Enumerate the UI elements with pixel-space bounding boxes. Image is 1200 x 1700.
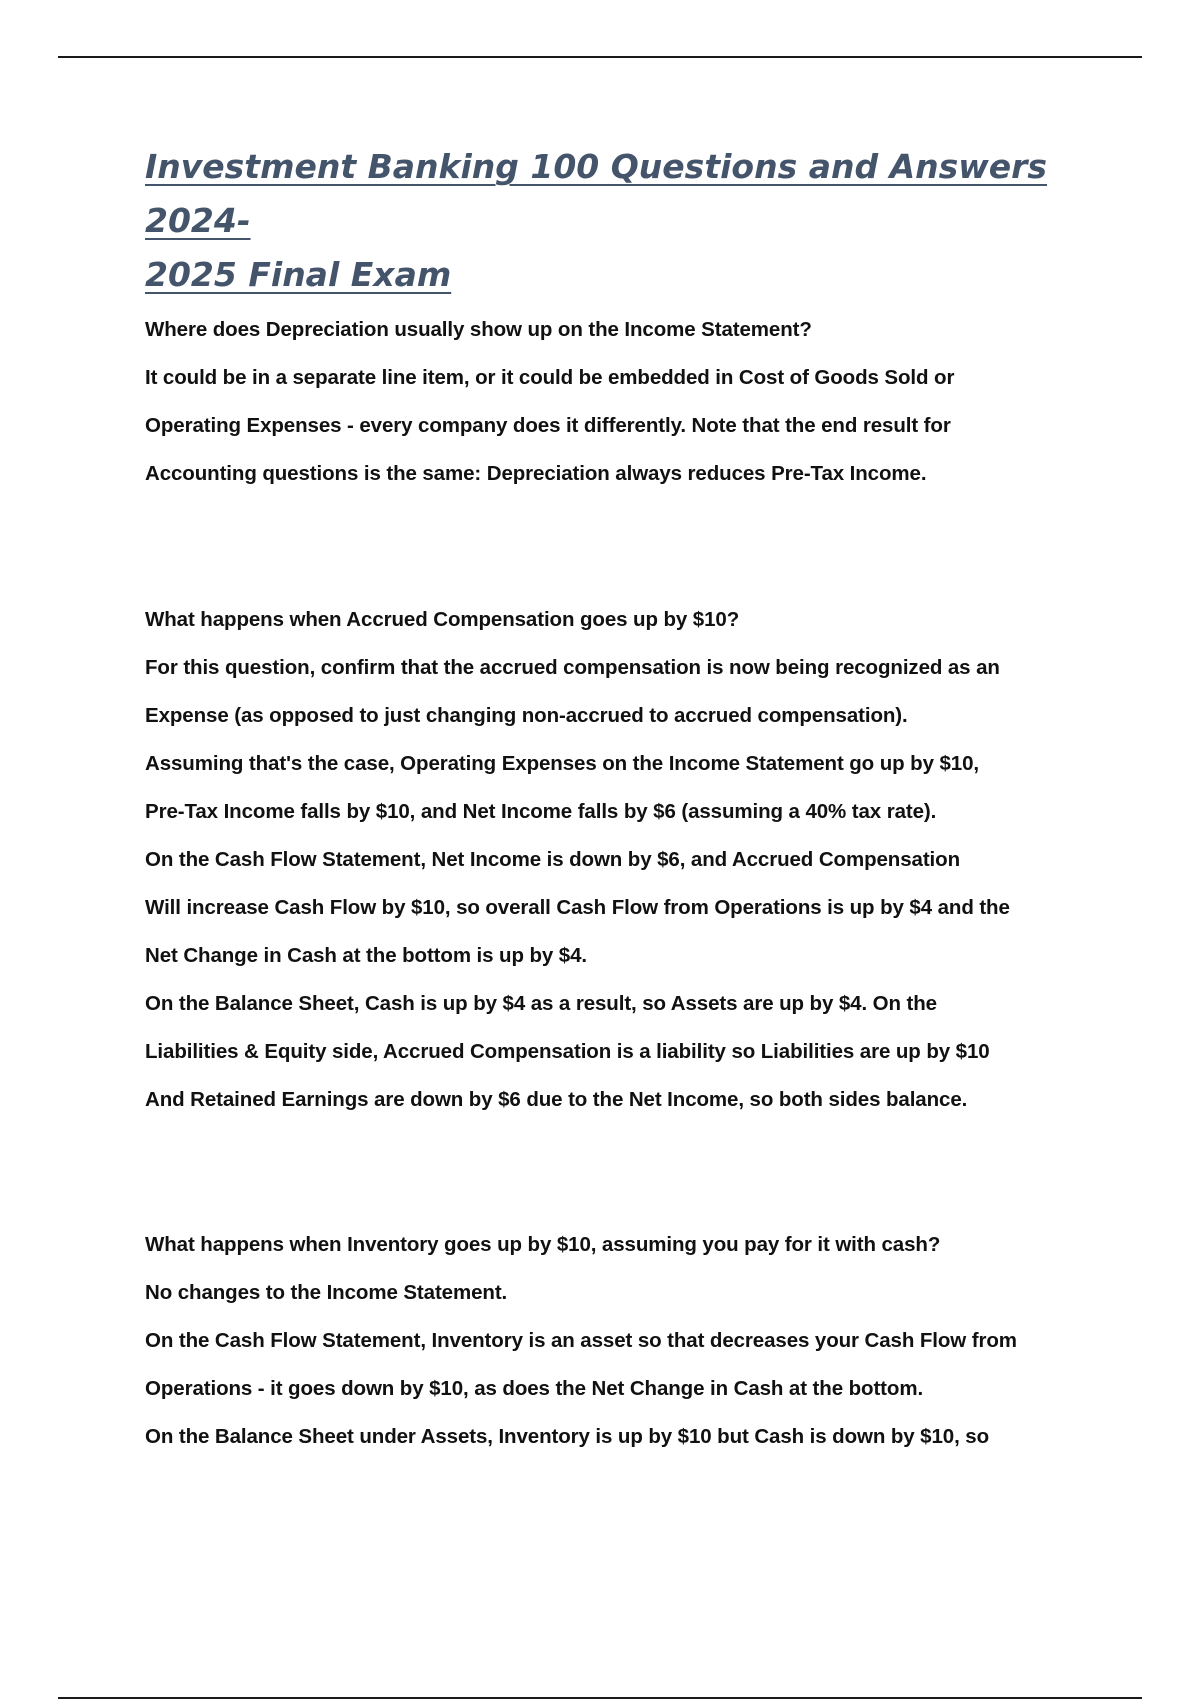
question-text: What happens when Inventory goes up by $10, assuming you pay for it with cash?: [145, 1233, 941, 1256]
qa-block-inventory: [145, 1221, 1075, 1461]
answer-line: Operations - it goes down by $10, as does the Net Change in Cash at the bottom.: [145, 1377, 924, 1400]
answer-line: Pre-Tax Income falls by $10, and Net Income falls by $6 (assuming a 40% tax rate).: [145, 800, 937, 823]
title-line-2: 2025 Final Exam: [145, 255, 452, 294]
title-line-1: Investment Banking 100 Questions and Answers 2024-: [145, 147, 1048, 240]
answer-line: And Retained Earnings are down by $6 due to the Net Income, so both sides balance.: [145, 1088, 968, 1111]
answer-line: Will increase Cash Flow by $10, so overall Cash Flow from Operations is up by $4 and the: [145, 896, 1010, 919]
qa-block-accrued-compensation: [145, 596, 1075, 1124]
answer-line: On the Balance Sheet under Assets, Inventory is up by $10 but Cash is down by $10, so: [145, 1425, 990, 1448]
answer-line: Net Change in Cash at the bottom is up by $4.: [145, 944, 587, 967]
answer-line: It could be in a separate line item, or it could be embedded in Cost of Goods Sold or: [145, 366, 955, 389]
header-rule: [58, 56, 1142, 58]
answer-line: Expense (as opposed to just changing non-accrued to accrued compensation).: [145, 704, 908, 727]
answer-line: On the Cash Flow Statement, Inventory is an asset so that decreases your Cash Flow from: [145, 1329, 1017, 1352]
answer-line: Operating Expenses - every company does it differently. Note that the end result for: [145, 414, 951, 437]
answer-line: Liabilities & Equity side, Accrued Compensation is a liability so Liabilities are up by $10: [145, 1040, 990, 1063]
answer-line: On the Balance Sheet, Cash is up by $4 as a result, so Assets are up by $4. On the: [145, 992, 937, 1015]
answer-line: No changes to the Income Statement.: [145, 1281, 508, 1304]
question-text: Where does Depreciation usually show up on the Income Statement?: [145, 318, 812, 341]
answer-line: For this question, confirm that the accrued compensation is now being recognized as an: [145, 656, 1000, 679]
footer-rule: [58, 1697, 1142, 1699]
question-text: What happens when Accrued Compensation goes up by $10?: [145, 608, 740, 631]
qa-block-depreciation: [145, 306, 1075, 498]
answer-line: On the Cash Flow Statement, Net Income is down by $6, and Accrued Compensation: [145, 848, 960, 871]
answer-line: Accounting questions is the same: Depreciation always reduces Pre-Tax Income.: [145, 462, 927, 485]
document-title: [145, 140, 1075, 302]
answer-line: Assuming that's the case, Operating Expenses on the Income Statement go up by $10,: [145, 752, 979, 775]
